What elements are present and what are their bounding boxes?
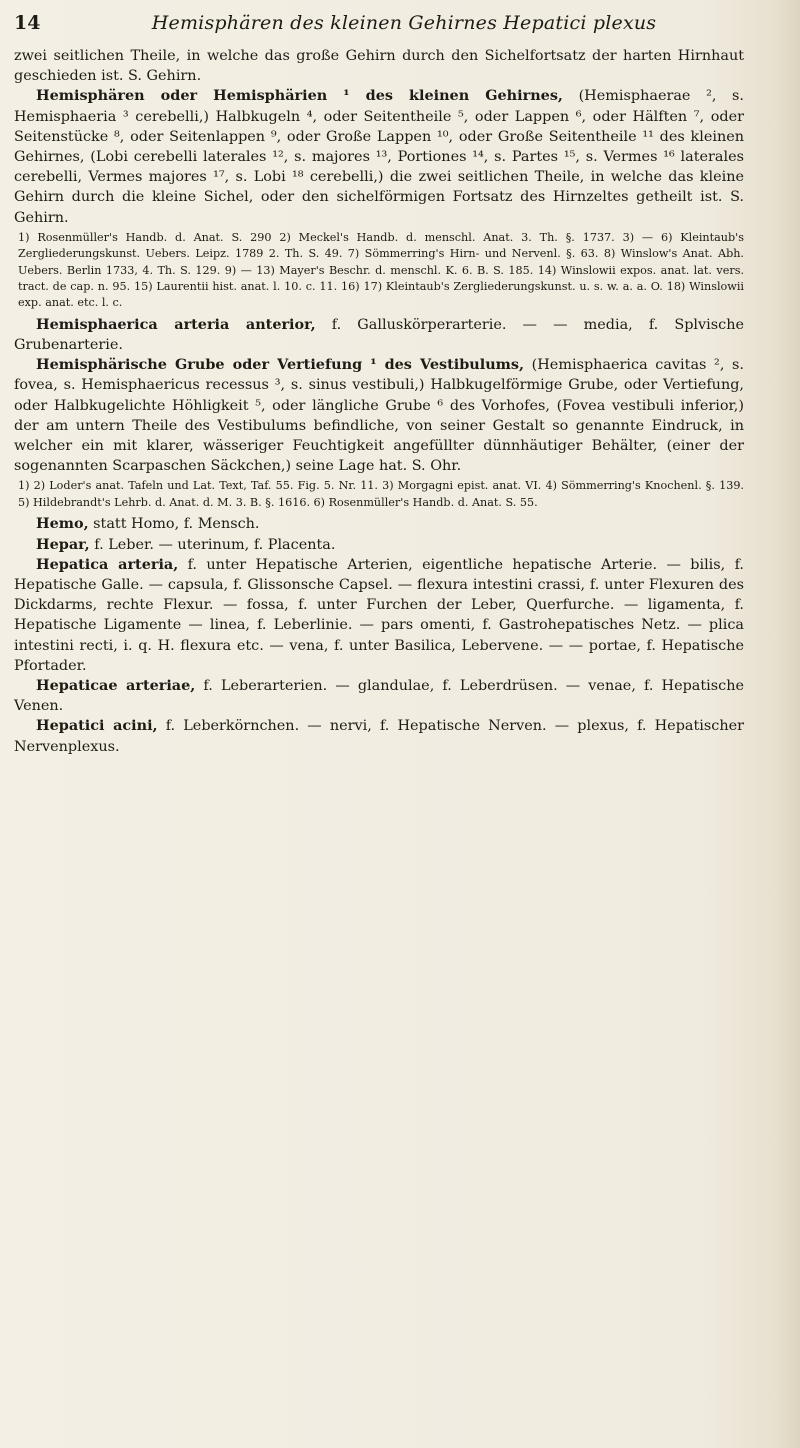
dictionary-entry (14, 555, 744, 676)
dictionary-entry (14, 355, 744, 476)
entry-text: (Hemisphaerica cavitas ², s. fovea, s. Hemisphaericus recessus ³, s. sinus vestibuli,) Halbkugelförmige Grube, oder Vertiefung, oder Halbkugelichte Höhligkeit ⁵, oder längliche Grube ⁶ des Vorhofes, (Fovea vestibuli inferior,) der am untern Theile des Vestibulums befindliche, von seiner Gestalt so genannte Eindruck, in welcher ein mit klarer, wässeriger Feuchtigkeit angefüllter dünnhäutiger Behälter, (einer der sogenannten Scarpaschen Säckchen,) seine Lage hat. S. Ohr. (14, 357, 744, 475)
page-number: 14 (14, 12, 41, 34)
dictionary-entry (14, 46, 744, 86)
entry-headword: Hemisphären oder Hemisphärien ¹ des kleinen Gehirnes, (36, 87, 563, 105)
dictionary-entry (14, 514, 744, 534)
footnote-text: 1) Rosenmüller's Handb. d. Anat. S. 290 2) Meckel's Handb. d. menschl. Anat. 3. Th. §. 1737. 3) — 6) Kleintaub's Zergliederungskunst. Uebers. Leipz. 1789 2. Th. S. 49. 7) Sömmerring's Hirn- und Nervenl. §. 63. 8) Winslow's Anat. Abh. Uebers. Berlin 1733, 4. Th. S. 129. 9) — 13) Mayer's Beschr. d. menschl. K. 6. B. S. 185. 14) Winslowii expos. anat. lat. vers. tract. de cap. n. 95. 15) Laurentii hist. anat. l. 10. c. 11. 16) 17) Kleintaub's Zergliederungskunst. u. s. w. a. a. O. 18) Winslowii exp. anat. etc. l. c. (18, 230, 744, 310)
entry-text: f. Galluskörperarterie. — — media, f. Splvische Grubenarterie. (14, 316, 744, 354)
entry-headword: Hemisphaerica arteria anterior, (36, 315, 316, 333)
entry-text: f. unter Hepatische Arterien, eigentliche hepatische Arterie. — bilis, f. Hepatische Galle. — capsula, f. Glissonsche Capsel. — flexura intestini crassi, f. unter Flexuren des Dickdarms, rechte Flexur. — fossa, f. unter Furchen der Leber, Querfurche. — ligamenta, f. Hepatische Ligamente — linea, f. Leberlinie. — pars omenti, f. Gastrohepatisches Netz. — plica intestini recti, i. q. H. flexura etc. — vena, f. unter Basilica, Lebervene. — — portae, f. Hepatische Pfortader. (14, 556, 744, 674)
entry-text: f. Leberkörnchen. — nervi, f. Hepatische Nerven. — plexus, f. Hepatischer Nervenplexus. (14, 718, 744, 755)
entry-headword: Hemisphärische Grube oder Vertiefung ¹ des Vestibulums, (36, 356, 524, 374)
entry-headword: Hemo, (36, 515, 89, 533)
entry-text: f. Leber. — uterinum, f. Placenta. (89, 536, 336, 553)
dictionary-entry (14, 315, 744, 355)
footnote-text: 1) 2) Loder's anat. Tafeln und Lat. Text, Taf. 55. Fig. 5. Nr. 11. 3) Morgagni epist. anat. VI. 4) Sömmerring's Knochenl. §. 139. 5) Hildebrandt's Lehrb. d. Anat. d. M. 3. B. §. 1616. 6) Rosenmüller's Handb. d. Anat. S. 55. (18, 479, 744, 509)
running-title: Hemisphären des kleinen Gehirnes Hepatici plexus (151, 12, 657, 34)
dictionary-entry (14, 676, 744, 716)
dictionary-entry (14, 535, 744, 555)
footnote-block (14, 230, 744, 312)
entry-text: statt Homo, f. Mensch. (88, 516, 260, 533)
entry-headword: Hepar, (36, 535, 90, 553)
entry-headword: Hepatica arteria, (36, 555, 179, 573)
entry-headword: Hepaticae arteriae, (36, 676, 196, 694)
entry-text: f. Leberarterien. — glandulae, f. Leberdrüsen. — venae, f. Hepatische Venen. (14, 677, 744, 715)
dictionary-entry (14, 716, 744, 756)
entry-headword: Hepatici acini, (36, 717, 158, 735)
next-page-edge (752, 0, 800, 1448)
dictionary-entry (14, 86, 744, 227)
page-header (14, 12, 744, 34)
entry-text: zwei seitlichen Theile, in welche das große Gehirn durch den Sichelfortsatz der harten Hirnhaut geschieden ist. S. Gehirn. (14, 48, 744, 85)
page-body (14, 46, 744, 757)
footnote-block (14, 478, 744, 511)
entry-text: (Hemisphaerae ², s. Hemisphaeria ³ cerebelli,) Halbkugeln ⁴, oder Seitentheile ⁵, oder Lappen ⁶, oder Hälften ⁷, oder Seitenstücke ⁸, oder Seitenlappen ⁹, oder Große Lappen ¹⁰, oder Große Seitentheile ¹¹ des kleinen Gehirnes, (Lobi cerebelli laterales ¹², s. majores ¹³, Portiones ¹⁴, s. Partes ¹⁵, s. Vermes ¹⁶ laterales cerebelli, Vermes majores ¹⁷, s. Lobi ¹⁸ cerebelli,) die zwei seitlichen Theile, in welche das kleine Gehirn durch die kleine Sichel, oder den sichelförmigen Fortsatz des Hirnzeltes getheilt ist. S. Gehirn. (14, 88, 745, 226)
